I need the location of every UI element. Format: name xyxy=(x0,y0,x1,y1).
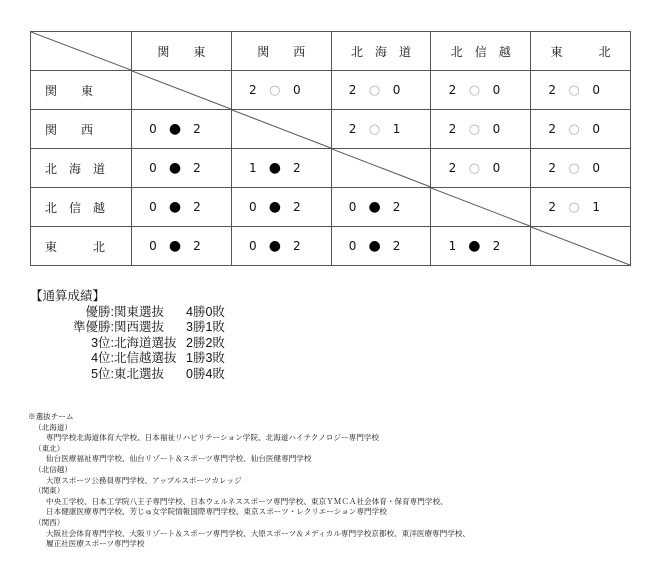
header-row xyxy=(31,32,631,71)
loss-mark: ● xyxy=(268,160,281,176)
diagonal-line xyxy=(431,188,530,226)
column-header-tohoku: 東 北 xyxy=(531,32,631,71)
win-mark: ○ xyxy=(468,121,481,137)
loss-mark: ● xyxy=(468,238,481,254)
standing-rank: 優勝: xyxy=(85,304,114,319)
score-opponent: 2 xyxy=(292,239,301,253)
column-header-hokushinetsu: 北 信 越 xyxy=(431,32,531,71)
score-opponent: 0 xyxy=(592,121,600,136)
column-header-kansai: 関 西 xyxy=(231,32,331,71)
row-header: 関 西 xyxy=(31,110,132,149)
standing-record: 0勝4敗 xyxy=(186,366,225,381)
win-mark: ○ xyxy=(568,199,580,215)
score-own: 2 xyxy=(548,82,556,97)
notes-region-label: （北信越） xyxy=(34,464,72,474)
diagonal-cell xyxy=(231,110,331,149)
diagonal-line xyxy=(531,227,630,265)
notes-school-list: 日本健康医療専門学校、芳じゅ女学院情報国際専門学校、東京スポーツ・レクリエーション専門学校 xyxy=(46,507,387,517)
loss-mark: ● xyxy=(368,238,381,254)
diagonal-line xyxy=(31,32,131,70)
loss-mark: ● xyxy=(168,199,182,215)
score-cell xyxy=(132,227,232,266)
corner-diagonal-cell xyxy=(31,32,132,71)
score-cell xyxy=(531,188,631,227)
win-mark: ○ xyxy=(368,82,381,98)
score-opponent: 0 xyxy=(592,160,600,175)
win-mark: ○ xyxy=(468,82,481,98)
standing-row xyxy=(30,351,225,367)
score-opponent: 0 xyxy=(492,82,501,97)
score-own: 2 xyxy=(448,160,457,175)
score-own: 0 xyxy=(149,122,157,136)
score-cell xyxy=(531,149,631,188)
score-cell xyxy=(531,110,631,149)
score-opponent: 2 xyxy=(392,239,401,253)
diagonal-cell xyxy=(431,188,531,227)
row-header: 北 信 越 xyxy=(31,188,132,227)
loss-mark: ● xyxy=(268,199,281,215)
standing-record: 2勝2敗 xyxy=(186,335,225,350)
team-notes xyxy=(28,412,470,550)
diagonal-line xyxy=(232,110,331,148)
score-cell xyxy=(331,227,431,266)
score-cell xyxy=(531,71,631,110)
loss-mark: ● xyxy=(268,238,281,254)
score-own: 0 xyxy=(348,239,357,253)
score-cell xyxy=(331,110,431,149)
score-cell xyxy=(331,188,431,227)
score-opponent: 2 xyxy=(193,239,201,253)
score-cell xyxy=(132,110,232,149)
score-cell xyxy=(431,71,531,110)
loss-mark: ● xyxy=(168,160,182,176)
notes-regions xyxy=(28,423,470,550)
score-own: 2 xyxy=(448,121,457,136)
score-opponent: 0 xyxy=(492,121,501,136)
row-header: 東 北 xyxy=(31,227,132,266)
diagonal-cell xyxy=(331,149,431,188)
notes-school-list: 大原スポーツ公務員専門学校、アップルスポーツカレッジ xyxy=(46,475,242,485)
score-cell xyxy=(231,71,331,110)
diagonal-cell xyxy=(132,71,232,110)
score-opponent: 0 xyxy=(292,82,301,97)
standing-team: 東北選抜 xyxy=(114,366,165,381)
table-row xyxy=(31,188,631,227)
score-opponent: 1 xyxy=(392,121,401,136)
standing-row xyxy=(30,336,225,352)
score-opponent: 1 xyxy=(592,199,600,214)
score-opponent: 0 xyxy=(492,160,501,175)
score-opponent: 2 xyxy=(193,161,201,175)
notes-school-list: 仙台医療福祉専門学校、仙台リゾート＆スポーツ専門学校、仙台医健専門学校 xyxy=(46,454,312,464)
score-opponent: 2 xyxy=(392,200,401,214)
diagonal-cell xyxy=(531,227,631,266)
standing-record: 1勝3敗 xyxy=(186,351,225,365)
notes-region-label: （関東） xyxy=(34,486,65,496)
loss-mark: ● xyxy=(368,199,381,215)
diagonal-line xyxy=(332,149,431,187)
score-own: 0 xyxy=(149,161,157,175)
score-own: 2 xyxy=(248,82,257,97)
score-opponent: 0 xyxy=(392,82,401,97)
score-own: 2 xyxy=(548,121,556,136)
table-row xyxy=(31,71,631,110)
win-mark: ○ xyxy=(368,121,381,137)
standing-team: 関東選抜 xyxy=(114,304,165,319)
score-opponent: 2 xyxy=(193,122,201,136)
standing-row xyxy=(30,367,225,383)
score-own: 0 xyxy=(149,239,157,253)
win-mark: ○ xyxy=(568,82,580,98)
score-own: 2 xyxy=(348,82,357,97)
score-own: 1 xyxy=(448,239,457,253)
standing-rank: 4位: xyxy=(91,351,114,365)
standing-team: 北信越選抜 xyxy=(114,351,177,365)
standing-team: 北海道選抜 xyxy=(114,335,177,350)
score-opponent: 2 xyxy=(292,200,301,214)
league-table-body xyxy=(31,71,631,266)
standing-rank: 5位: xyxy=(91,366,114,381)
win-mark: ○ xyxy=(568,160,580,176)
notes-region-label: （北海道） xyxy=(34,422,72,432)
score-own: 0 xyxy=(248,239,257,253)
score-cell xyxy=(331,71,431,110)
score-cell xyxy=(431,110,531,149)
table-row xyxy=(31,110,631,149)
column-header-kanto: 関 東 xyxy=(132,32,232,71)
notes-school-list: 専門学校北海道体育大学校、日本福祉リハビリテーション学院、北海道ハイテクノロジー専門学校 xyxy=(46,433,379,443)
score-opponent: 2 xyxy=(292,161,301,175)
score-cell xyxy=(132,188,232,227)
score-cell xyxy=(231,188,331,227)
row-header: 関 東 xyxy=(31,71,132,110)
standing-team: 関西選抜 xyxy=(114,320,165,334)
diagonal-line xyxy=(132,71,231,109)
standing-record: 3勝1敗 xyxy=(186,320,225,334)
score-own: 0 xyxy=(348,200,357,214)
overall-standings xyxy=(30,289,225,382)
notes-school-list: 履正社医療スポーツ専門学校 xyxy=(46,539,145,549)
score-own: 2 xyxy=(448,82,457,97)
notes-school-list: 中央工学校、日本工学院八王子専門学校、日本ウェルネススポーツ専門学校、東京ＹＭＣＡ社会体育・保育専門学校、 xyxy=(46,496,448,506)
column-header-hokkaido: 北 海 道 xyxy=(331,32,431,71)
score-own: 1 xyxy=(248,161,257,175)
standing-record: 4勝0敗 xyxy=(186,304,225,319)
notes-school-list: 大阪社会体育専門学校、大阪リゾート＆スポーツ専門学校、大原スポーツ＆メディカル専門学校京都校、東洋医療専門学校、 xyxy=(46,528,471,538)
standing-rank: 3位: xyxy=(91,335,114,350)
win-mark: ○ xyxy=(468,160,481,176)
row-header: 北 海 道 xyxy=(31,149,132,188)
standing-row xyxy=(30,320,225,336)
notes-title: ※選抜チーム xyxy=(28,412,74,421)
score-cell xyxy=(431,227,531,266)
score-own: 0 xyxy=(248,200,257,214)
score-opponent: 0 xyxy=(592,82,600,97)
score-cell xyxy=(231,149,331,188)
win-mark: ○ xyxy=(568,121,580,137)
notes-region-label: （東北） xyxy=(34,443,65,453)
loss-mark: ● xyxy=(168,238,182,254)
standings-list xyxy=(30,305,225,383)
loss-mark: ● xyxy=(168,121,182,137)
standing-row xyxy=(30,305,225,321)
win-mark: ○ xyxy=(269,82,281,98)
score-opponent: 2 xyxy=(193,200,201,214)
league-table xyxy=(30,31,631,266)
score-cell xyxy=(231,227,331,266)
standing-rank: 準優勝: xyxy=(73,320,114,334)
standings-heading: 【通算成績】 xyxy=(30,289,106,303)
score-own: 2 xyxy=(548,160,556,175)
score-cell xyxy=(132,149,232,188)
score-own: 2 xyxy=(548,199,556,214)
score-cell xyxy=(431,149,531,188)
score-own: 2 xyxy=(348,121,357,136)
notes-region-label: （関西） xyxy=(34,517,65,527)
table-row xyxy=(31,227,631,266)
table-row xyxy=(31,149,631,188)
score-own: 0 xyxy=(149,200,157,214)
score-opponent: 2 xyxy=(492,239,501,253)
